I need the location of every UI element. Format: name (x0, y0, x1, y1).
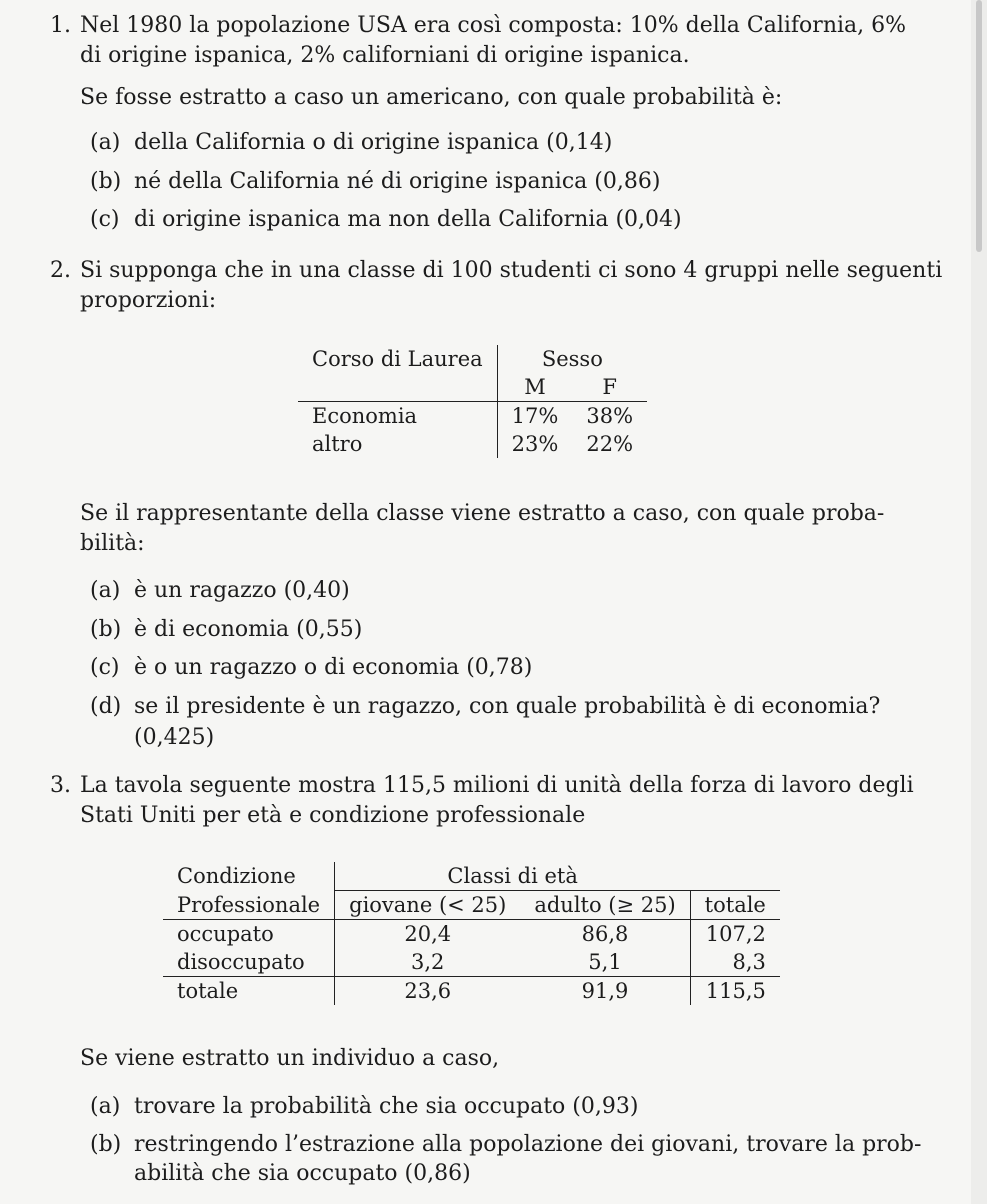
question-text: Se viene estratto un individuo a caso, (80, 1046, 500, 1071)
scrollbar-track[interactable] (971, 0, 987, 1204)
cell-young: 20,4 (335, 920, 521, 949)
problem-number: 3. (50, 773, 71, 798)
item-label: (b) (90, 617, 122, 642)
cell-adult: 5,1 (588, 950, 622, 974)
item-text: della California o di origine ispanica (0,14) (134, 130, 613, 155)
problem-text: proporzioni: (80, 288, 217, 313)
header-young: giovane (< 25) (335, 891, 521, 920)
row-name: Economia (312, 404, 418, 428)
cell-f: 38% (586, 404, 634, 428)
header-condition: Condizione (177, 864, 296, 889)
cell-young: 23,6 (335, 977, 521, 1006)
item-label: (d) (90, 694, 122, 719)
item-text: restringendo l’estrazione alla popolazione dei giovani, trovare la prob- (134, 1132, 922, 1157)
table-row (298, 402, 647, 431)
header-course: Corso di Laurea (312, 347, 483, 371)
cell-total: 115,5 (690, 977, 780, 1006)
scrollbar-thumb[interactable] (976, 0, 982, 252)
item-text: se il presidente è un ragazzo, con quale probabilità è di economia? (134, 694, 881, 719)
cell-total: 8,3 (690, 948, 780, 977)
row-name: occupato (177, 922, 274, 946)
header-age-classes: Classi di età (335, 862, 691, 891)
row-name: totale (163, 977, 335, 1006)
cell-total: 107,2 (690, 920, 780, 949)
item-label: (a) (90, 1094, 121, 1119)
item-label: (b) (90, 1132, 122, 1157)
item-label: (a) (90, 578, 121, 603)
item-text: abilità che sia occupato (0,86) (134, 1161, 471, 1186)
table-row (298, 430, 647, 458)
item-label: (a) (90, 130, 121, 155)
item-label: (b) (90, 169, 122, 194)
item-text: è o un ragazzo o di economia (0,78) (134, 655, 533, 680)
problem-number: 1. (50, 13, 71, 38)
labor-force-table (163, 862, 780, 1005)
question-text: Se il rappresentante della classe viene estratto a caso, con quale proba- (80, 501, 885, 526)
item-text: (0,425) (134, 725, 215, 750)
header-total: totale (690, 891, 780, 920)
item-text: né della California né di origine ispanica (0,86) (134, 169, 661, 194)
cell-f: 22% (586, 432, 634, 456)
item-text: è di economia (0,55) (134, 617, 363, 642)
problem-text: Si supponga che in una classe di 100 studenti ci sono 4 gruppi nelle seguenti (80, 258, 943, 283)
item-text: è un ragazzo (0,40) (134, 578, 350, 603)
table-row (163, 948, 780, 977)
table-row (163, 920, 780, 949)
row-name: disoccupato (177, 950, 305, 974)
cell-adult: 86,8 (581, 922, 629, 946)
cell-m: 23% (497, 430, 572, 458)
question-text: Se fosse estratto a caso un americano, con quale probabilità è: (80, 85, 783, 110)
cell-m: 17% (497, 402, 572, 431)
problem-text: Stati Uniti per età e condizione professionale (80, 803, 586, 828)
item-label: (c) (90, 207, 120, 232)
header-professional: Professionale (163, 891, 335, 920)
problem-text: Nel 1980 la popolazione USA era così composta: 10% della California, 6% (80, 13, 907, 38)
question-text: bilità: (80, 531, 145, 556)
item-text: di origine ispanica ma non della California (0,04) (134, 207, 682, 232)
cell-adult: 91,9 (520, 977, 690, 1006)
table-row-total (163, 977, 780, 1006)
row-name: altro (312, 432, 363, 456)
header-adult: adulto (≥ 25) (520, 891, 690, 920)
header-f: F (572, 373, 647, 402)
item-label: (c) (90, 655, 120, 680)
header-m: M (497, 373, 572, 402)
course-sex-table (298, 345, 647, 458)
problem-text: La tavola seguente mostra 115,5 milioni di unità della forza di lavoro degli (80, 773, 914, 798)
problem-number: 2. (50, 258, 71, 283)
problem-text: di origine ispanica, 2% californiani di origine ispanica. (80, 43, 690, 68)
header-sex: Sesso (497, 345, 647, 373)
item-text: trovare la probabilità che sia occupato (0,93) (134, 1094, 639, 1119)
cell-young: 3,2 (335, 948, 521, 977)
